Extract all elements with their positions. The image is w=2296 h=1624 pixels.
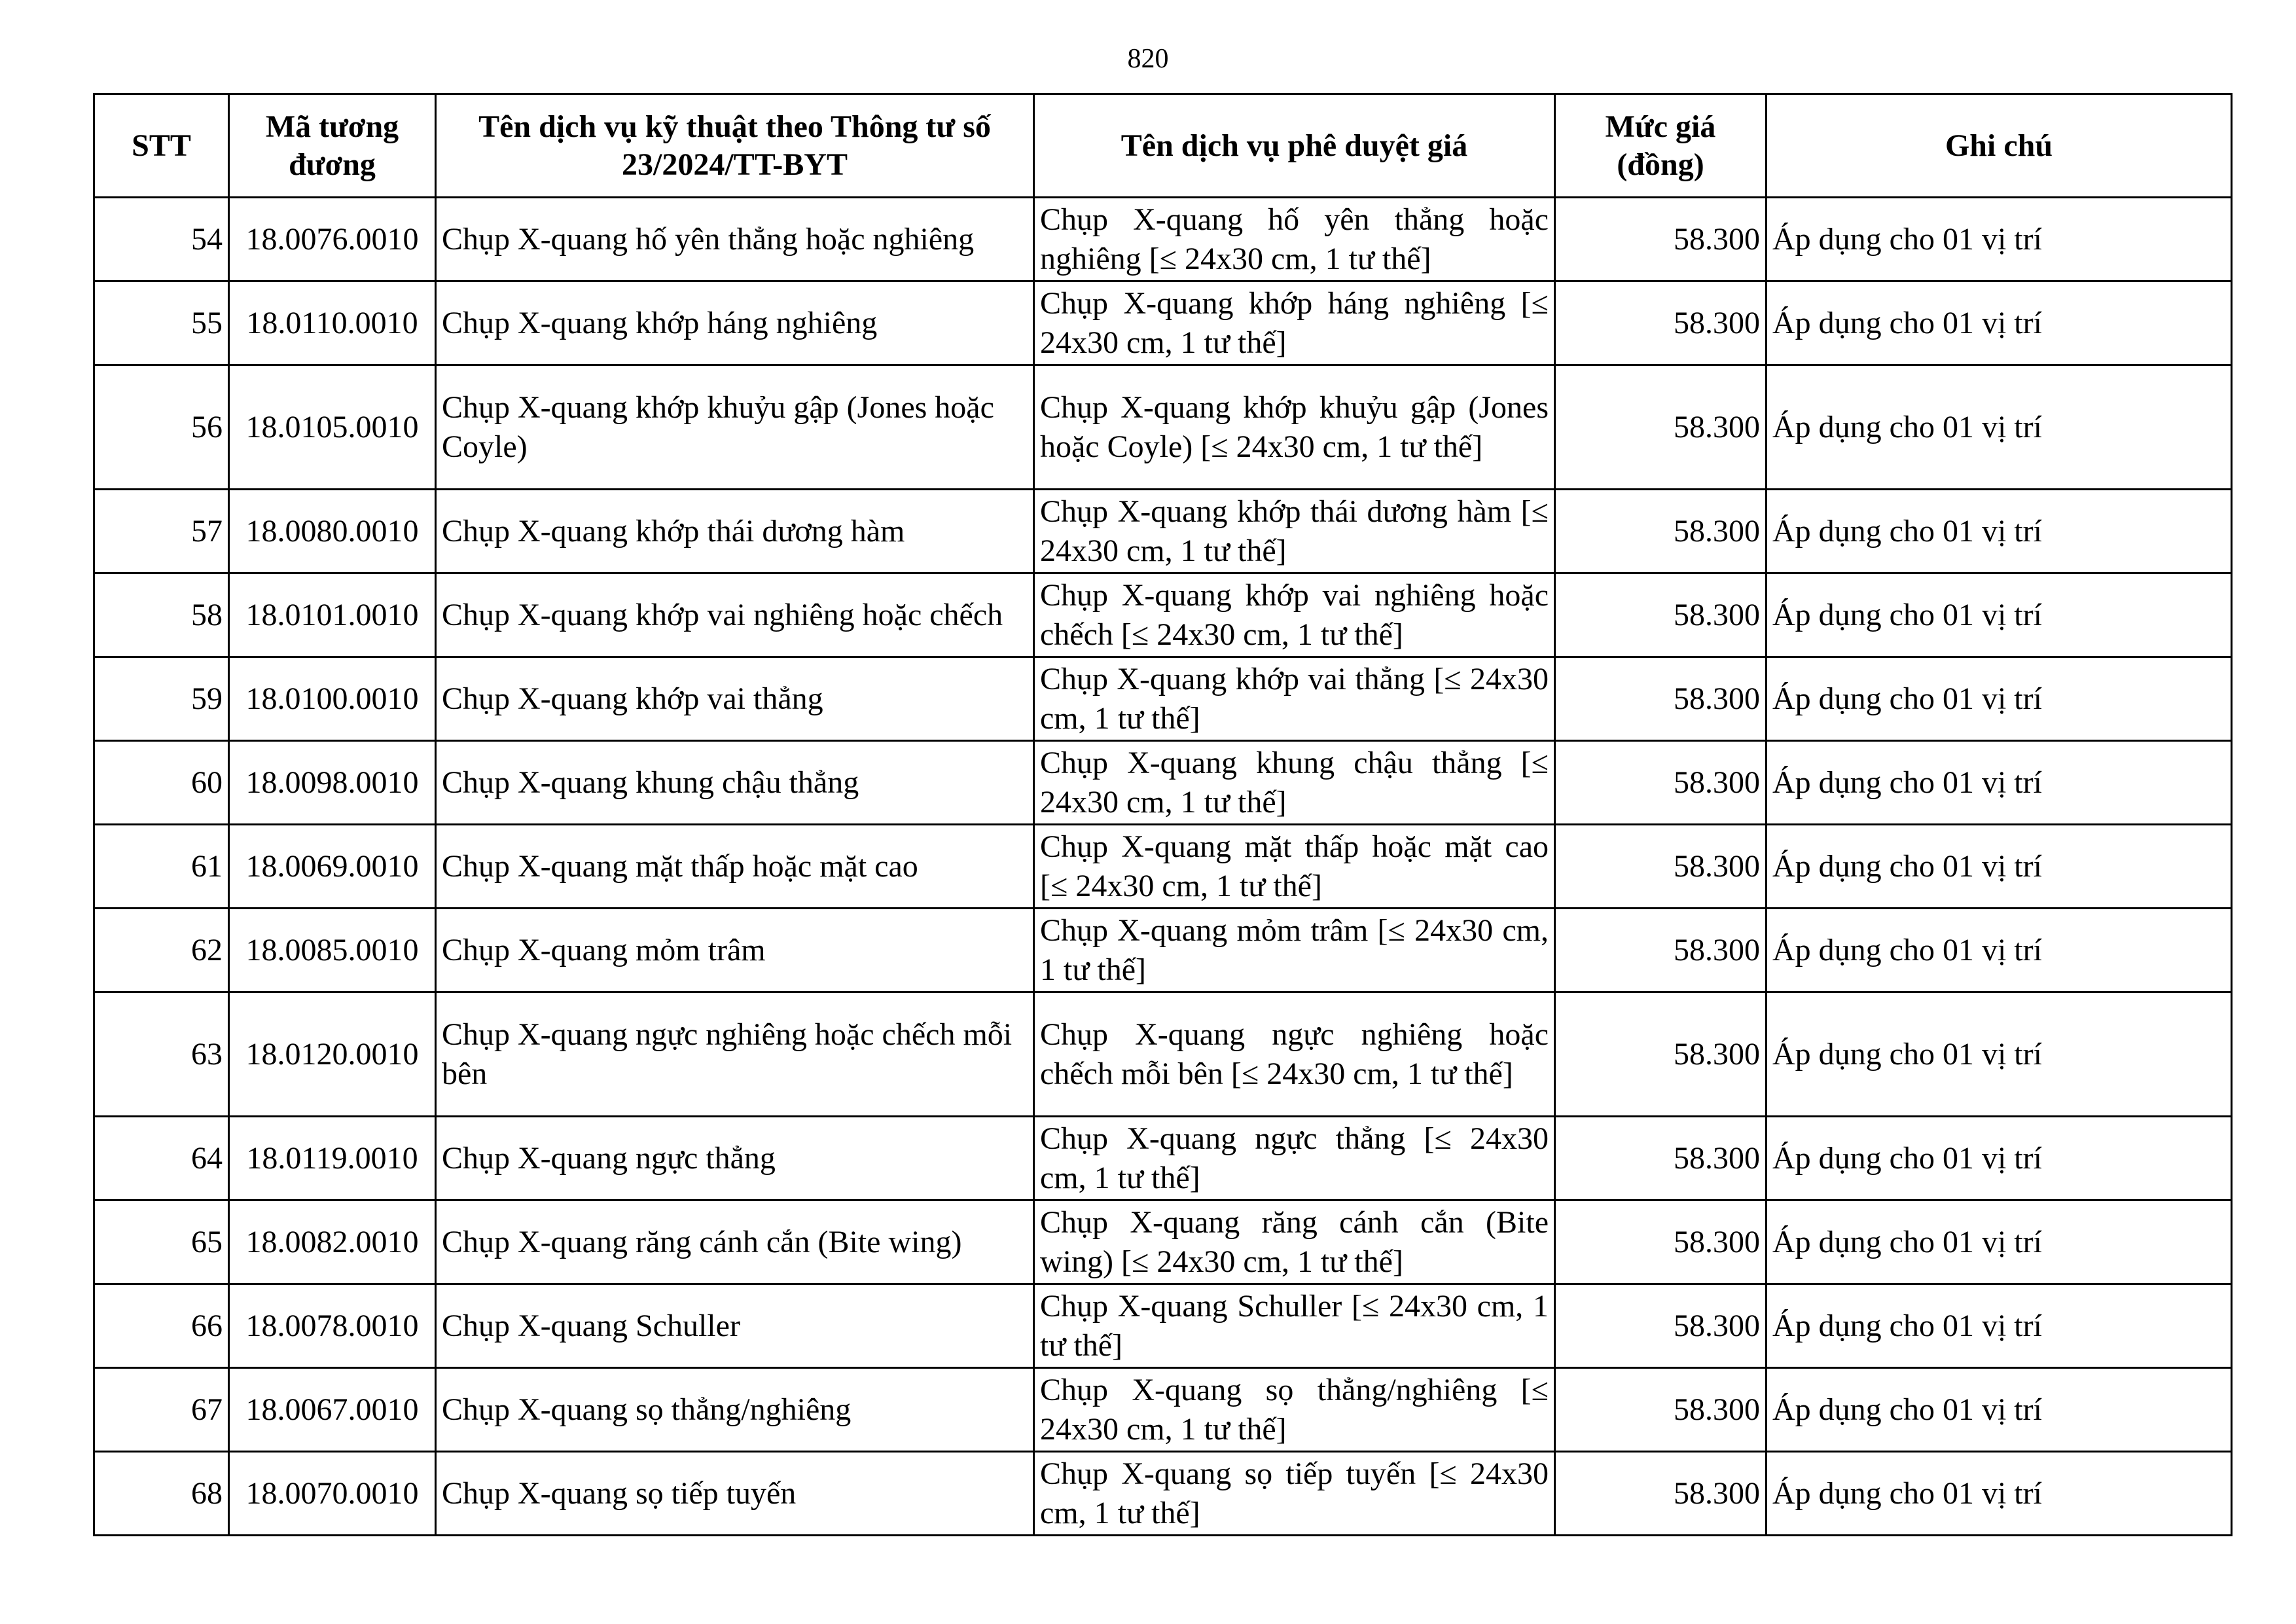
cell-tech-name: Chụp X-quang khớp khuỷu gập (Jones hoặc Coyle): [436, 365, 1034, 490]
cell-note: Áp dụng cho 01 vị trí: [1767, 825, 2232, 909]
cell-stt: 65: [94, 1200, 229, 1284]
cell-stt: 67: [94, 1368, 229, 1452]
cell-code: 18.0070.0010: [229, 1452, 436, 1536]
cell-note: Áp dụng cho 01 vị trí: [1767, 281, 2232, 365]
cell-price: 58.300: [1555, 1200, 1767, 1284]
cell-approved-name: Chụp X-quang mặt thấp hoặc mặt cao [≤ 24x30 cm, 1 tư thế]: [1034, 825, 1555, 909]
cell-approved-name: Chụp X-quang khớp vai nghiêng hoặc chếch [≤ 24x30 cm, 1 tư thế]: [1034, 573, 1555, 657]
cell-stt: 66: [94, 1284, 229, 1368]
cell-price: 58.300: [1555, 1368, 1767, 1452]
cell-stt: 55: [94, 281, 229, 365]
table-header-row: [94, 94, 2232, 198]
table-row: [94, 1284, 2232, 1368]
cell-stt: 59: [94, 657, 229, 741]
cell-stt: 60: [94, 741, 229, 825]
header-approved-name: Tên dịch vụ phê duyệt giá: [1034, 94, 1555, 198]
header-tech-name: Tên dịch vụ kỹ thuật theo Thông tư số 23/2024/TT-BYT: [436, 94, 1034, 198]
table-row: [94, 825, 2232, 909]
table-row: [94, 1200, 2232, 1284]
cell-approved-name: Chụp X-quang Schuller [≤ 24x30 cm, 1 tư thế]: [1034, 1284, 1555, 1368]
cell-code: 18.0080.0010: [229, 490, 436, 573]
cell-approved-name: Chụp X-quang sọ tiếp tuyến [≤ 24x30 cm, 1 tư thế]: [1034, 1452, 1555, 1536]
cell-price: 58.300: [1555, 281, 1767, 365]
cell-stt: 57: [94, 490, 229, 573]
cell-tech-name: Chụp X-quang Schuller: [436, 1284, 1034, 1368]
cell-approved-name: Chụp X-quang khớp vai thẳng [≤ 24x30 cm, 1 tư thế]: [1034, 657, 1555, 741]
cell-code: 18.0100.0010: [229, 657, 436, 741]
price-table: [93, 93, 2233, 1536]
cell-note: Áp dụng cho 01 vị trí: [1767, 741, 2232, 825]
cell-code: 18.0082.0010: [229, 1200, 436, 1284]
cell-approved-name: Chụp X-quang khung chậu thẳng [≤ 24x30 cm, 1 tư thế]: [1034, 741, 1555, 825]
cell-price: 58.300: [1555, 1284, 1767, 1368]
table-row: [94, 490, 2232, 573]
cell-price: 58.300: [1555, 992, 1767, 1117]
header-code: Mã tương đương: [229, 94, 436, 198]
cell-price: 58.300: [1555, 825, 1767, 909]
cell-stt: 61: [94, 825, 229, 909]
table-row: [94, 1117, 2232, 1200]
cell-stt: 56: [94, 365, 229, 490]
cell-note: Áp dụng cho 01 vị trí: [1767, 365, 2232, 490]
table-body: [94, 198, 2232, 1536]
cell-note: Áp dụng cho 01 vị trí: [1767, 1368, 2232, 1452]
cell-stt: 63: [94, 992, 229, 1117]
cell-price: 58.300: [1555, 1117, 1767, 1200]
table-row: [94, 198, 2232, 281]
cell-code: 18.0076.0010: [229, 198, 436, 281]
cell-code: 18.0120.0010: [229, 992, 436, 1117]
cell-approved-name: Chụp X-quang khớp khuỷu gập (Jones hoặc Coyle) [≤ 24x30 cm, 1 tư thế]: [1034, 365, 1555, 490]
table-row: [94, 657, 2232, 741]
cell-note: Áp dụng cho 01 vị trí: [1767, 657, 2232, 741]
header-note: Ghi chú: [1767, 94, 2232, 198]
cell-code: 18.0067.0010: [229, 1368, 436, 1452]
cell-price: 58.300: [1555, 909, 1767, 992]
cell-stt: 58: [94, 573, 229, 657]
cell-code: 18.0119.0010: [229, 1117, 436, 1200]
table-row: [94, 365, 2232, 490]
table-row: [94, 1452, 2232, 1536]
cell-note: Áp dụng cho 01 vị trí: [1767, 573, 2232, 657]
cell-note: Áp dụng cho 01 vị trí: [1767, 1284, 2232, 1368]
cell-price: 58.300: [1555, 198, 1767, 281]
table-row: [94, 573, 2232, 657]
cell-code: 18.0069.0010: [229, 825, 436, 909]
header-price: Mức giá (đồng): [1555, 94, 1767, 198]
cell-approved-name: Chụp X-quang sọ thẳng/nghiêng [≤ 24x30 cm, 1 tư thế]: [1034, 1368, 1555, 1452]
cell-stt: 62: [94, 909, 229, 992]
table-row: [94, 909, 2232, 992]
cell-tech-name: Chụp X-quang hố yên thẳng hoặc nghiêng: [436, 198, 1034, 281]
table-row: [94, 741, 2232, 825]
cell-tech-name: Chụp X-quang mặt thấp hoặc mặt cao: [436, 825, 1034, 909]
cell-code: 18.0078.0010: [229, 1284, 436, 1368]
cell-tech-name: Chụp X-quang ngực nghiêng hoặc chếch mỗi bên: [436, 992, 1034, 1117]
cell-approved-name: Chụp X-quang khớp thái dương hàm [≤ 24x30 cm, 1 tư thế]: [1034, 490, 1555, 573]
cell-price: 58.300: [1555, 1452, 1767, 1536]
cell-tech-name: Chụp X-quang răng cánh cắn (Bite wing): [436, 1200, 1034, 1284]
cell-price: 58.300: [1555, 490, 1767, 573]
cell-approved-name: Chụp X-quang mỏm trâm [≤ 24x30 cm, 1 tư thế]: [1034, 909, 1555, 992]
cell-approved-name: Chụp X-quang răng cánh cắn (Bite wing) [≤ 24x30 cm, 1 tư thế]: [1034, 1200, 1555, 1284]
cell-price: 58.300: [1555, 741, 1767, 825]
table-row: [94, 281, 2232, 365]
cell-price: 58.300: [1555, 657, 1767, 741]
cell-tech-name: Chụp X-quang khớp thái dương hàm: [436, 490, 1034, 573]
cell-stt: 68: [94, 1452, 229, 1536]
cell-approved-name: Chụp X-quang ngực thẳng [≤ 24x30 cm, 1 tư thế]: [1034, 1117, 1555, 1200]
cell-tech-name: Chụp X-quang ngực thẳng: [436, 1117, 1034, 1200]
cell-note: Áp dụng cho 01 vị trí: [1767, 1200, 2232, 1284]
table-row: [94, 992, 2232, 1117]
cell-code: 18.0098.0010: [229, 741, 436, 825]
cell-note: Áp dụng cho 01 vị trí: [1767, 490, 2232, 573]
cell-approved-name: Chụp X-quang hố yên thẳng hoặc nghiêng [≤ 24x30 cm, 1 tư thế]: [1034, 198, 1555, 281]
cell-stt: 64: [94, 1117, 229, 1200]
cell-code: 18.0105.0010: [229, 365, 436, 490]
cell-price: 58.300: [1555, 573, 1767, 657]
cell-code: 18.0110.0010: [229, 281, 436, 365]
cell-note: Áp dụng cho 01 vị trí: [1767, 909, 2232, 992]
cell-note: Áp dụng cho 01 vị trí: [1767, 992, 2232, 1117]
cell-code: 18.0101.0010: [229, 573, 436, 657]
cell-stt: 54: [94, 198, 229, 281]
cell-approved-name: Chụp X-quang khớp háng nghiêng [≤ 24x30 cm, 1 tư thế]: [1034, 281, 1555, 365]
cell-tech-name: Chụp X-quang khớp vai nghiêng hoặc chếch: [436, 573, 1034, 657]
cell-tech-name: Chụp X-quang sọ thẳng/nghiêng: [436, 1368, 1034, 1452]
page-number: 820: [1127, 44, 1169, 74]
cell-tech-name: Chụp X-quang mỏm trâm: [436, 909, 1034, 992]
table-row: [94, 1368, 2232, 1452]
cell-price: 58.300: [1555, 365, 1767, 490]
cell-note: Áp dụng cho 01 vị trí: [1767, 198, 2232, 281]
cell-code: 18.0085.0010: [229, 909, 436, 992]
header-stt: STT: [94, 94, 229, 198]
cell-tech-name: Chụp X-quang sọ tiếp tuyến: [436, 1452, 1034, 1536]
cell-approved-name: Chụp X-quang ngực nghiêng hoặc chếch mỗi bên [≤ 24x30 cm, 1 tư thế]: [1034, 992, 1555, 1117]
cell-note: Áp dụng cho 01 vị trí: [1767, 1452, 2232, 1536]
cell-tech-name: Chụp X-quang khớp háng nghiêng: [436, 281, 1034, 365]
cell-tech-name: Chụp X-quang khung chậu thẳng: [436, 741, 1034, 825]
cell-tech-name: Chụp X-quang khớp vai thẳng: [436, 657, 1034, 741]
cell-note: Áp dụng cho 01 vị trí: [1767, 1117, 2232, 1200]
